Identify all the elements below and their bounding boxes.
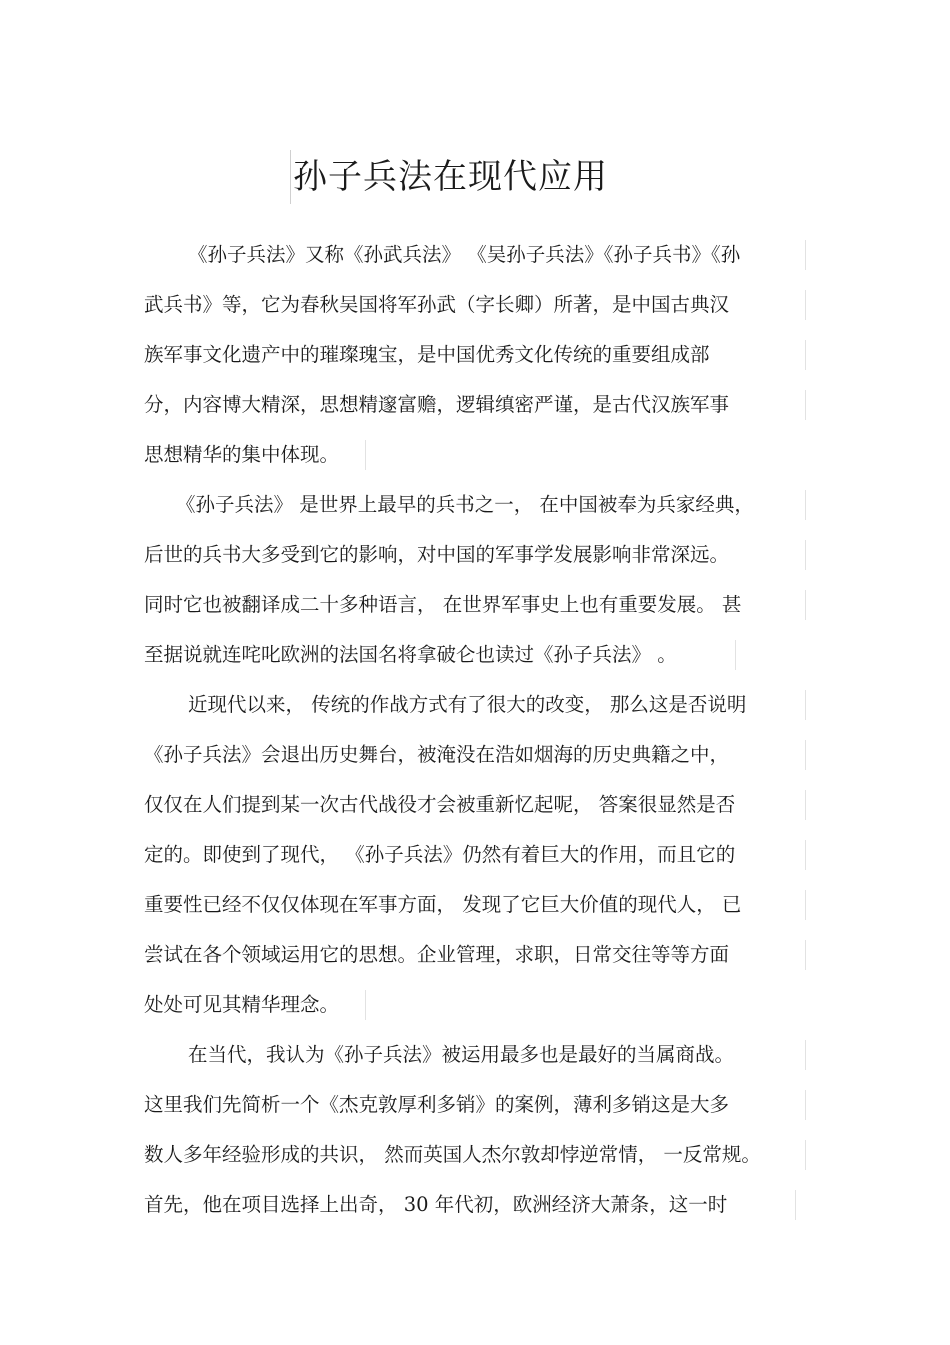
- document-title: 孙子兵法在现代应用: [290, 150, 608, 204]
- text-line: 尝试在各个领域运用它的思想。企业管理，求职，日常交往等等方面: [144, 940, 806, 970]
- text-line: 数人多年经验形成的共识， 然而英国人杰尔敦却悖逆常情， 一反常规。: [144, 1140, 806, 1170]
- text-line: 后世的兵书大多受到它的影响，对中国的军事学发展影响非常深远。: [144, 540, 806, 570]
- text-line: 至据说就连咤叱欧洲的法国名将拿破仑也读过《孙子兵法》 。: [144, 640, 736, 670]
- text-line: 仅仅在人们提到某一次古代战役才会被重新忆起呢， 答案很显然是否: [144, 790, 806, 820]
- text-line: 同时它也被翻译成二十多种语言， 在世界军事史上也有重要发展。 甚: [144, 590, 806, 620]
- text-line: 在当代，我认为《孙子兵法》被运用最多也是最好的当属商战。: [188, 1040, 806, 1070]
- text-line: 重要性已经不仅仅体现在军事方面， 发现了它巨大价值的现代人， 已: [144, 890, 806, 920]
- text-line: 定的。即使到了现代， 《孙子兵法》仍然有着巨大的作用，而且它的: [144, 840, 806, 870]
- text-line: 思想精华的集中体现。: [144, 440, 366, 470]
- text-line: 这里我们先简析一个《杰克敦厚利多销》的案例，薄利多销这是大多: [144, 1090, 806, 1120]
- text-line: 《孙子兵法》 是世界上最早的兵书之一， 在中国被奉为兵家经典，: [176, 490, 806, 520]
- text-line: 首先，他在项目选择上出奇， 30 年代初，欧洲经济大萧条，这一时: [144, 1190, 796, 1220]
- text-line: 《孙子兵法》会退出历史舞台，被淹没在浩如烟海的历史典籍之中，: [144, 740, 806, 770]
- text-line: 《孙子兵法》又称《孙武兵法》 《吴孙子兵法》《孙子兵书》《孙: [188, 240, 806, 270]
- text-line: 分，内容博大精深，思想精邃富赡，逻辑缜密严谨，是古代汉族军事: [144, 390, 806, 420]
- text-line: 近现代以来， 传统的作战方式有了很大的改变， 那么这是否说明: [188, 690, 806, 720]
- text-line: 族军事文化遗产中的璀璨瑰宝，是中国优秀文化传统的重要组成部: [144, 340, 806, 370]
- text-line: 处处可见其精华理念。: [144, 990, 366, 1020]
- text-line: 武兵书》等，它为春秋吴国将军孙武（字长卿）所著，是中国古典汉: [144, 290, 806, 320]
